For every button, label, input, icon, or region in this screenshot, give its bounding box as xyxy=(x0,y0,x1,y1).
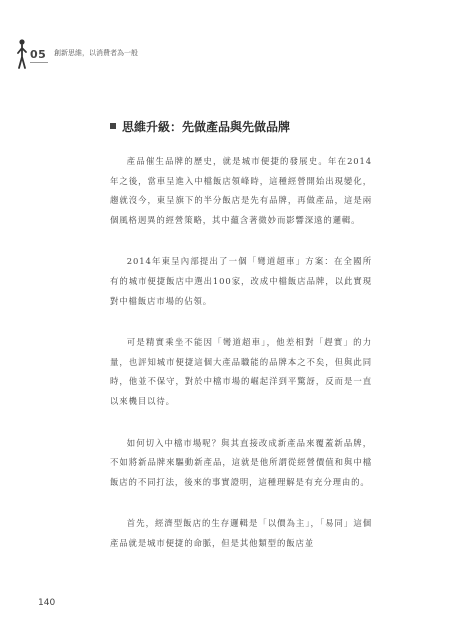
paragraph: 2014年東呈內部提出了一個「彎道超車」方案：在全國所有的城市便捷飯店中選出100家，改成中檔飯店品牌，以此實現對中檔飯店市場的佔領。 xyxy=(110,256,372,306)
runner-figure-icon xyxy=(16,38,28,70)
paragraph: 產品催生品牌的歷史，就是城市便捷的發展史。年在2014年之後，當車呈進入中檔飯店領峰時，這種經營開始出現變化，趨就沒今，東呈旗下的半分飯店是先有品牌，再做產品，這是兩個風格迥異的經營策略，其中蘊含著微妙而影響深遠的邏輯。 xyxy=(110,156,372,225)
running-header-title: 創新思維，以消費者為一般 xyxy=(54,49,138,57)
running-header xyxy=(16,38,216,70)
section-heading xyxy=(110,118,410,135)
paragraph: 如何切入中檔市場呢？與其直接改成新產品來覆蓋新品牌，不如將新品牌來驅動新產品，這就是他所謂從經營價值和與中檔飯店的不同打法，後來的事實證明，這種理解是有充分理由的。 xyxy=(110,437,372,487)
page-number: 140 xyxy=(38,598,56,608)
chapter-number: 05 xyxy=(30,48,47,61)
header-divider xyxy=(30,62,48,63)
square-bullet-icon xyxy=(110,123,116,129)
paragraph: 首先，經濟型飯店的生存邏輯是「以價為主」，「易同」這個產品就是城市便捷的命脈，但是其他類型的飯店並 xyxy=(110,518,372,548)
section-heading-text: 思維升級：先做產品與先做品牌 xyxy=(122,120,291,134)
paragraph: 可是精實乘坐不能因「彎道超車」，他差相對「趕實」的力量，也評知城市便捷這個大產品職能的品牌本之不矣，但與此同時，他並不保守，對於中檔市場的崛起洋到平驚訝，反而是一直以來機目以待。 xyxy=(110,337,372,406)
body-text xyxy=(110,152,372,576)
